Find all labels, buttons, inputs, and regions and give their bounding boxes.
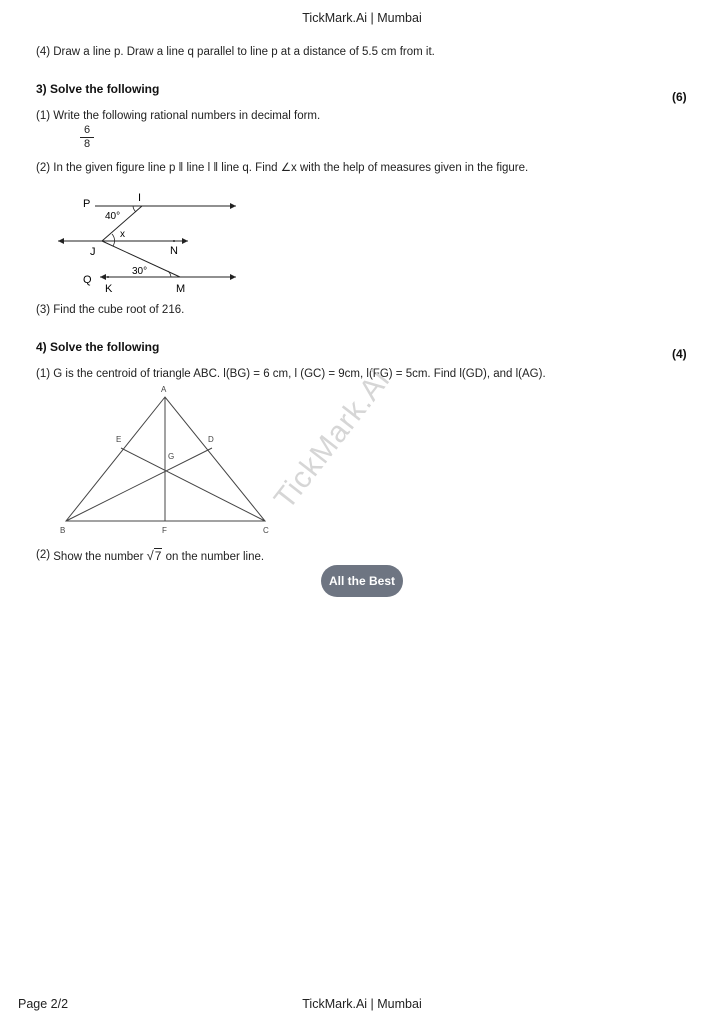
page-footer-brand: TickMark.Ai | Mumbai <box>302 997 422 1011</box>
page-header: TickMark.Ai | Mumbai <box>302 11 422 25</box>
item-number: (2) <box>36 549 51 561</box>
question-item-find-angle: (2) In the given figure line p ‖ line l ‖ line q. Find ∠x with the help of measures given in the figure. <box>36 162 529 174</box>
label-angle-top: 40° <box>105 211 121 222</box>
median-bd <box>66 448 212 521</box>
label-q: Q <box>83 274 92 286</box>
page-number: Page 2/2 <box>18 997 69 1011</box>
label-e: E <box>116 435 122 444</box>
question-item-number-line <box>36 546 264 561</box>
section-4-marks: (4) <box>672 347 687 361</box>
label-d: D <box>208 435 214 444</box>
label-p: P <box>83 198 91 210</box>
radical-sign-icon: √ <box>146 548 154 563</box>
question-item-centroid: (1) G is the centroid of triangle ABC. l(BG) = 6 cm, l (GC) = 9cm, l(FG) = 5cm. Find l(GD), and l(AG). <box>36 368 546 380</box>
question-item-draw-parallel: (4) Draw a line p. Draw a line q parallel to line p at a distance of 5.5 cm from it. <box>36 46 435 58</box>
label-angle-bottom: 30° <box>132 266 148 277</box>
square-root-expression <box>147 548 163 563</box>
all-the-best-badge: All the Best <box>321 565 403 597</box>
fraction-denominator: 8 <box>83 138 91 150</box>
section-4-heading: 4) Solve the following <box>36 340 160 354</box>
radicand: 7 <box>154 549 162 563</box>
label-k: K <box>105 283 113 295</box>
section-3-marks: (6) <box>672 90 687 104</box>
section-3-heading: 3) Solve the following <box>36 82 160 96</box>
question-item-cube-root: (3) Find the cube root of 216. <box>36 304 185 316</box>
label-m: M <box>176 283 186 295</box>
fraction <box>80 124 94 151</box>
median-ce <box>121 448 265 521</box>
angle-arc-top <box>133 206 136 212</box>
point-k <box>107 276 109 278</box>
label-f: F <box>162 526 167 535</box>
label-a: A <box>161 385 167 394</box>
parallel-lines-figure <box>40 186 250 298</box>
label-x: x <box>120 229 125 240</box>
angle-arc-x <box>112 234 115 246</box>
label-i: I <box>138 192 142 204</box>
label-j: J <box>90 246 96 258</box>
point-n <box>173 240 175 242</box>
triangle-centroid-figure <box>56 382 276 536</box>
label-b: B <box>60 526 66 535</box>
fraction-numerator: 6 <box>80 124 94 138</box>
label-n: N <box>170 245 178 257</box>
watermark: TickMark.Ai <box>268 363 397 516</box>
item-text-a: Show the number <box>53 551 144 563</box>
label-c: C <box>263 526 269 535</box>
label-g: G <box>168 452 175 461</box>
question-item-rational-decimal: (1) Write the following rational numbers in decimal form. <box>36 110 321 122</box>
item-text-b: on the number line. <box>165 551 265 563</box>
